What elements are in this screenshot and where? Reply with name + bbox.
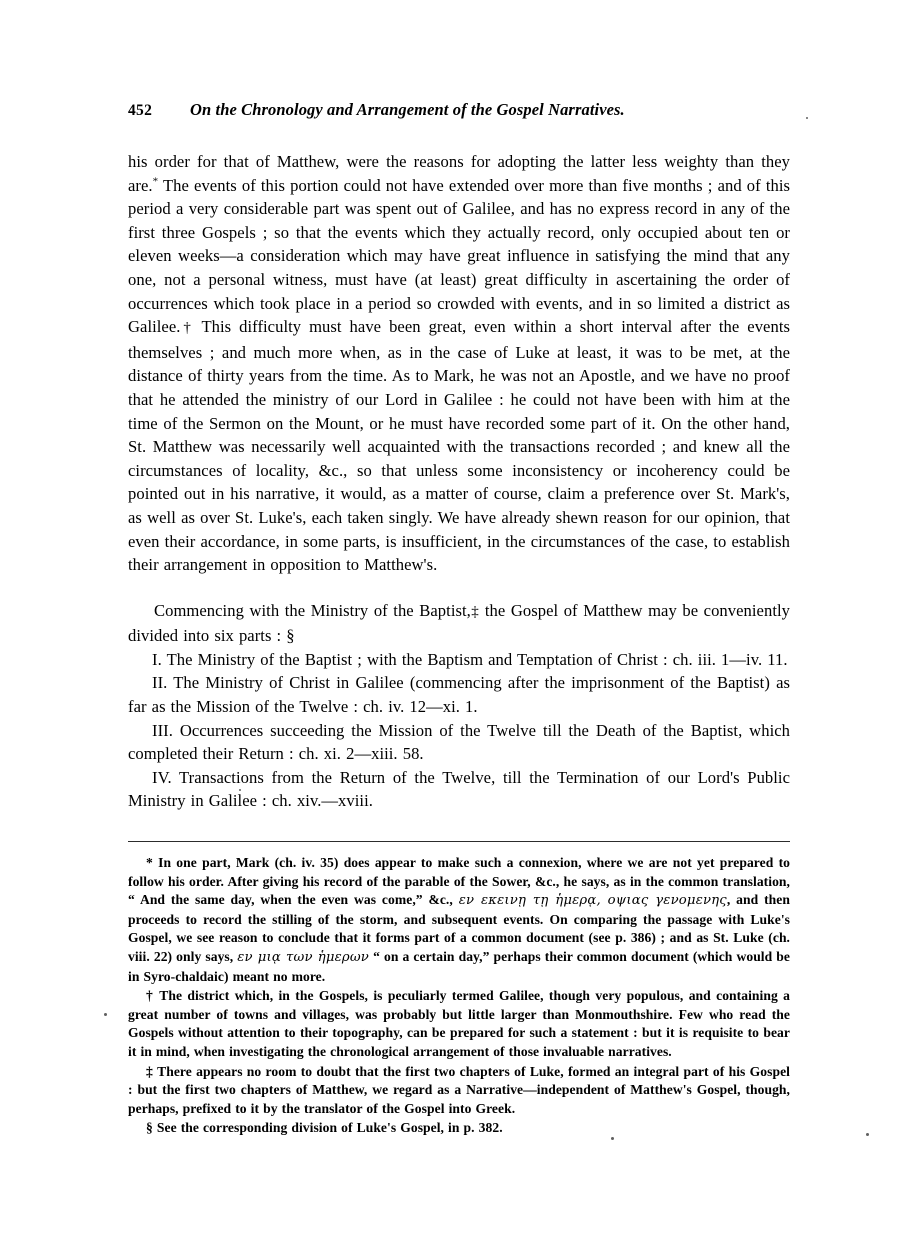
footnote-4-text: See the corresponding division of Luke's Gospel, in p. 382. — [152, 1120, 503, 1136]
scan-speck — [611, 1137, 614, 1140]
footnote-marker-dagger[interactable]: † — [180, 320, 194, 337]
footnote-marker-asterisk[interactable]: * — [152, 175, 159, 188]
footnote-1-text-b: , and then proceeds to record the stilling of the storm, and subsequent events. On comparing the passage with Luke's Gospel, we see reason to conclude that it forms part of a common document (see p. 386) ; and as St. Luke (ch. viii. 22) only says, — [128, 892, 790, 964]
footnotes — [128, 854, 790, 1138]
footnote-3-text: There appears no room to doubt that the first two chapters of Luke, formed an integral part of his Gospel : but the first two chapters of Matthew, we regard as a Narrative—independent of Matthew's Gospel, though, perhaps, prefixed to it by the translator of the Gospel into Greek. — [128, 1063, 790, 1116]
paragraph-commencing-segment-2: the Gospel of Matthew may be conveniently divided into six parts : § — [128, 600, 790, 646]
scan-speck — [104, 1013, 107, 1016]
footnote-1-greek-b: εν μιᾳ των ἡμερων — [237, 950, 369, 965]
paragraph-main-segment-1: his order for that of Matthew, were the reasons for adopting the latter less weighty than they are. — [128, 152, 790, 195]
footnote-4-symbol: § — [146, 1120, 153, 1136]
footnote-3-symbol: ‡ — [146, 1063, 154, 1079]
division-item-2: II. The Ministry of Christ in Galilee (commencing after the imprisonment of the Baptist) as far as the Mission of the Twelve : ch. iv. 12—xi. 1. — [128, 673, 790, 717]
footnote-2-symbol: † — [146, 988, 155, 1004]
footnote-3 — [128, 1063, 790, 1119]
division-item-4: IV. Transactions from the Return of the Twelve, till the Termination of our Lord's Public Ministry in Galilee : ch. xiv.—xviii. — [128, 767, 790, 811]
division-item-3: III. Occurrences succeeding the Mission of the Twelve till the Death of the Baptist, which completed their Return : ch. xi. 2—xiii. 58. — [128, 720, 790, 764]
scan-speck — [866, 1133, 869, 1136]
footnote-4 — [128, 1119, 790, 1138]
page-content — [128, 100, 790, 1139]
footnote-1-greek-a: εν εκεινῃ τῃ ἡμερᾳ, οψιας γενομενης — [458, 893, 727, 909]
footnote-1-text-c: “ on a certain day,” perhaps their common document (which would be in Syro-chaldaic) meant no more. — [128, 949, 790, 984]
paragraph-commencing-segment-1: Commencing with the Ministry of the Baptist, — [154, 600, 471, 620]
footnote-separator-rule — [128, 841, 790, 842]
scan-speck — [806, 117, 808, 119]
paragraph-main-segment-2: The events of this portion could not have extended over more than five months ; and of this period a very considerable part was spent out of Galilee, and has no express record in any of the first three Gospels ; so that the events which they actually record, only occupied about ten or eleven weeks—a consideration which may have great influence in satisfying the mind that any one, not a personal witness, must have (at least) great difficulty in ascertaining the order of occurrences which took place in a period so crowded with events, and in so limited a district as Galilee. — [128, 175, 790, 337]
paragraph-main-segment-3: This difficulty must have been great, even within a short interval after the events themselves ; and much more when, as in the case of Luke at least, it was to be met, at the distance of thirty years from the time. As to Mark, he was not an Apostle, and we have no proof that he attended the ministry of our Lord in Galilee : he could not have been with him at the time of the Sermon on the Mount, or he must have recorded some part of it. On the other hand, St. Matthew was necessarily well acquainted with the transactions recorded ; and knew all the circumstances of locality, &c., so that unless some inconsistency or incoherency could be pointed out in his narrative, it would, as a matter of course, claim a preference over St. Mark's, as well as over St. Luke's, each taken singly. We have already shewn reason for our opinion, that even their accordance, in some parts, is insufficient, in the circumstances of the case, to establish their arrangement in opposition to Matthew's. — [128, 317, 790, 575]
footnote-marker-double-dagger[interactable]: ‡ — [470, 603, 480, 620]
division-item-1: I. The Ministry of the Baptist ; with the Baptism and Temptation of Christ : ch. iii. 1—iv. 11. — [152, 649, 788, 669]
running-head — [128, 100, 790, 120]
running-title: On the Chronology and Arrangement of the Gospel Narratives. — [190, 100, 625, 119]
scan-speck — [239, 789, 241, 791]
footnote-2-text: The district which, in the Gospels, is peculiarly termed Galilee, though very populous, and containing a great number of towns and villages, was probably but little larger than Monmouthshire. Few who read the Gospels without attention to their topography, can be prepared for such a statement : but it is requisite to bear it in mind, when investigating the chronological arrangement of those invaluable narratives. — [128, 988, 790, 1059]
footnote-1 — [128, 854, 790, 986]
footnote-2 — [128, 987, 790, 1061]
footnote-1-text-a: In one part, Mark (ch. iv. 35) does appear to make such a connexion, where we are not yet prepared to follow his order. After giving his record of the parable of the Sower, &c., he says, as in the common translation, “ And the same day, when the even was come,” &c., — [128, 855, 790, 908]
paragraph-main — [128, 150, 790, 577]
footnote-1-symbol: * — [146, 855, 153, 871]
folio-number: 452 — [128, 102, 153, 119]
paragraph-commencing — [128, 599, 790, 648]
body-text — [128, 150, 790, 813]
